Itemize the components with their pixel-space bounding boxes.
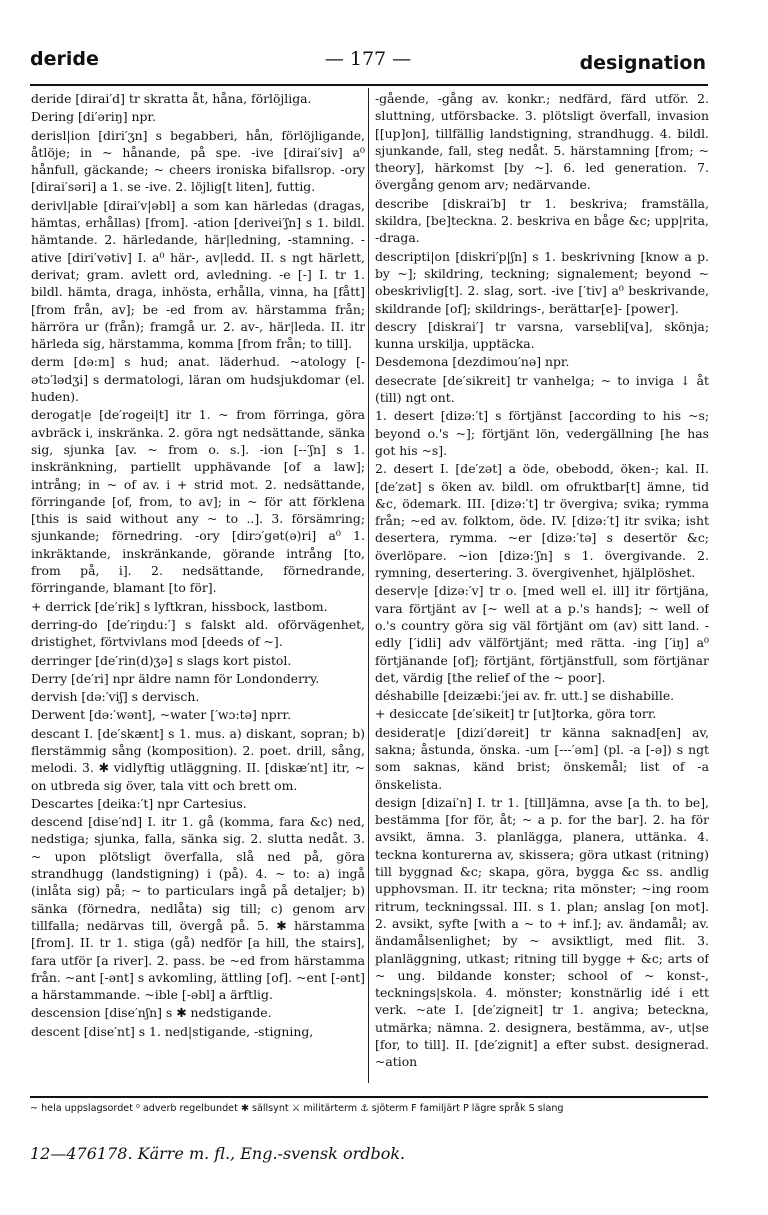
- dictionary-entry: desecrate [de′sikreit] tr vanhelga; ~ to inviga ↓ åt (till) ngt ont.: [375, 372, 709, 406]
- dictionary-entry: déshabille [deizæbi:′jei av. fr. utt.] se dishabille.: [375, 688, 675, 704]
- dictionary-entry: describe [diskrai′b] tr 1. beskriva; framställa, skildra, [be]teckna. 2. beskriva en båge &c; upp|rita, -draga.: [375, 195, 709, 246]
- dictionary-entry: deserv|e [dizə:′v] tr o. [med well el. ill] itr förtjäna, vara förtjänt av [~ well at a p.'s hands]; ~ well of o.'s country göra sig väl förtjänt om (av) sitt land. -edly [′idli] adv välförtjänt; med rätta. -ing [′iŋ] a⁰ förtjänande [of]; förtjänt, förtjänstfull, som förtjänar det, värdig [the relief of the ~ poor].: [375, 583, 709, 685]
- dictionary-entry: + desiccate [de′sikeit] tr [ut]torka, göra torr.: [375, 706, 657, 722]
- dictionary-entry: derisl|ion [diri′ʒn] s begabberi, hån, förlöjligande, åtlöje; in ~ hånande, på spe. -ive [dirai′siv] a⁰ hånfull, gäckande; ~ cheers ironiska bifallsrop. -ory [dirai′səri] a 1. se -ive. 2. löjlig[t liten], futtig.: [31, 127, 365, 195]
- first-headword: deride: [30, 48, 99, 70]
- dictionary-entry: derm [də:m] s hud; anat. läderhud. ~atology [-ətɔ′lədʒi] s dermatologi, läran om hudsjukdomar (el. huden).: [31, 354, 365, 405]
- left-column: [31, 90, 365, 1080]
- dictionary-entry: Descartes [deika:′t] npr Cartesius.: [31, 795, 247, 811]
- dictionary-entry: descry [diskrai′] tr varsna, varsebli[va], skönja; kunna urskilja, upptäcka.: [375, 318, 709, 352]
- dictionary-entry: design [dizai′n] I. tr 1. [till]ämna, avse [a th. to be], bestämma [for för, åt; ~ a p. for the bar]. 2. ha för avsikt, ämna. 3. planlägga, planera, uttänka. 4. teckna konturerna av, skissera; göra utkast (ritning) till byggnad &c; skapa, göra, bygga &c ss. andlig upphovsman. II. itr teckna; rita mönster; ~ing room ritrum, teckningssal. III. s 1. plan; anslag [on mot]. 2. avsikt, syfte [with a ~ to + inf.]; av. ändamål; av. ändamålsenlighet; by ~ avsiktligt, med flit. 3. planläggning, utkast; ritning till bygge + &c; arts of ~ ung. bildande konster; school of ~ konst-, tecknings|skola. 4. mönster; konstnärlig idé i ett verk. ~ate I. [de′zigneit] tr 1. angiva; beteckna, utmärka; nämna. 2. designera, bestämma, av-, ut|se [for, to till]. II. [de′zignit] a efter subst. designerad. ~ation: [375, 794, 709, 1070]
- right-column: [375, 90, 709, 1080]
- dictionary-entry: descension [dise′nʃn] s ✱ nedstigande.: [31, 1005, 272, 1021]
- page-number: — 177 —: [324, 48, 412, 70]
- dictionary-entry: descend [dise′nd] I. itr 1. gå (komma, fara &c) ned, nedstiga; sjunka, falla, sänka sig. 2. slutta nedåt. 3. ~ upon plötsligt överfalla, slå ned på, göra strandhugg (landstigning) i (på). 4. ~ to: a) ingå (inlåta sig) på; ~ to particulars ingå på detaljer; b) sänka (förnedra, nedlåta) sig till; c) genom arv tillfalla; nedärvas till, övergå på. 5. ✱ härstamma [from]. II. tr 1. stiga (gå) nedför [a hill, the stairs], fara utför [a river]. 2. pass. be ~ed from härstamma från. ~ant [-ənt] s avkomling, ättling [of]. ~ent [-ənt] a härstammande. ~ible [-əbl] a ärftlig.: [31, 814, 365, 1003]
- footer-rule: [30, 1096, 708, 1098]
- printer-line: 12—476178. Kärre m. fl., Eng.-svensk ordbok.: [30, 1144, 406, 1163]
- dictionary-entry: derringer [de′rin(d)ʒə] s slags kort pistol.: [31, 652, 292, 668]
- dictionary-entry: 2. desert I. [de′zət] a öde, obebodd, öken-; kal. II. [de′zət] s öken av. bildl. om ofruktbar[t] ämne, tid &c, ödemark. III. [dizə:′t] tr övergiva; svika; rymma från; ~ed av. folktom, öde. IV. [dizə:′t] itr svika; isht desertera, rymma. ~er [dizə:′tə] s desertör &c; överlöpare. ~ion [dizə:′ʃn] s 1. övergivande. 2. rymning, desertering. 3. övergivenhet, hjälplöshet.: [375, 461, 709, 581]
- dictionary-entry: -gående, -gång av. konkr.; nedfärd, färd utför. 2. sluttning, utförsbacke. 3. plötsligt överfall, invasion [[up]on], tillfällig landstigning, strandhugg. 4. bildl. sjunkande, fall, steg nedåt. 5. härstamning [from; ~ theory], härkomst [by ~]. 6. led generation. 7. övergång genom arv; nedärvande.: [375, 91, 709, 193]
- dictionary-entry: desiderat|e [dizi′dəreit] tr känna saknad[en] av, sakna; åstunda, önska. -um [---′əm] (pl. -a [-ə]) s ngt som saknas, känd brist; önskemål; list of -a önskelista.: [375, 724, 709, 792]
- dictionary-entry: descent [dise′nt] s 1. ned|stigande, -stigning,: [31, 1023, 314, 1039]
- dictionary-entry: derring-do [de′riŋdu:′] s falskt ald. oförvägenhet, dristighet, förtvivlans mod [deeds of ~].: [31, 616, 365, 650]
- dictionary-entry: derogat|e [de′rogei|t] itr 1. ~ from förringa, göra avbräck i, inskränka. 2. göra ngt nedsättande, sänka sig, sjunka [av. ~ from o. s.]. -ion [--′ʃn] s 1. inskränkning, partiellt upphävande [of a law]; intrång; in ~ of av. i + strid mot. 2. nedsättande, förringande [of, from, to av]; in ~ för att förklena [this is said without any ~ to ..]. 3. försämring; sjunkande; förnedring. -ory [dirɔ′gət(ə)ri] a⁰ 1. inkräktande, inskränkande, görande intrång [to, from på, i]. 2. nedsättande, förnedrande, förringande, blamant [to för].: [31, 407, 365, 596]
- dictionary-entry: descripti|on [diskri′p|ʃn] s 1. beskrivning [know a p. by ~]; skildring, teckning; signalement; beyond ~ obeskrivlig[t]. 2. slag, sort. -ive [′tiv] a⁰ beskrivande, skildrande [of]; skildrings-, berättar[e]- [power].: [375, 248, 709, 316]
- column-divider: [368, 88, 369, 1083]
- dictionary-entry: derivl|able [dirai′v|əbl] a som kan härledas (dragas, hämtas, erhållas) [from]. -ation [derivei′ʃn] s 1. bildl. hämtande. 2. härledande, här|ledning, -stamning. -ative [diri′vətiv] I. a⁰ här-, av|ledd. II. s ngt härlett, derivat; gram. avlett ord, avledning. -e [-] I. tr 1. bildl. hämta, draga, inhösta, erhålla, vinna, ha [fått] [from från, av]; be -ed from av. härstamma från; härröra ur (från); framgå ur. 2. av-, här|leda. II. itr härleda sig, härstamma, komma [from från; to till].: [31, 197, 365, 352]
- header-rule: [30, 84, 708, 86]
- dictionary-entry: Derry [de′ri] npr äldre namn för Londonderry.: [31, 670, 320, 686]
- page-header: [30, 48, 706, 82]
- dictionary-entry: deride [dirai′d] tr skratta åt, håna, förlöjliga.: [31, 91, 312, 106]
- dictionary-entry: 1. desert [dizə:′t] s förtjänst [according to his ~s; beyond o.'s ~]; förtjänt lön, vedergällning [he has got his ~s].: [375, 408, 709, 458]
- dictionary-entry: Dering [di′əriŋ] npr.: [31, 109, 156, 125]
- abbreviation-legend: ~ hela uppslagsordet ⁰ adverb regelbundet ✱ sällsynt ⚔ militärterm ⚓ sjöterm F familjärt P lägre språk S slang: [30, 1103, 564, 1114]
- dictionary-entry: dervish [də:′viʃ] s dervisch.: [31, 689, 200, 705]
- dictionary-entry: descant I. [de′skænt] s 1. mus. a) diskant, sopran; b) flerstämmig sång (komposition). 2. poet. drill, sång, melodi. 3. ✱ vidlyftig utläggning. II. [diskæ′nt] itr, ~ on utbreda sig över, tala vitt och brett om.: [31, 725, 365, 793]
- last-headword: designation: [579, 52, 706, 74]
- dictionary-entry: Desdemona [dezdimou′nə] npr.: [375, 354, 570, 370]
- dictionary-entry: Derwent [də:′wənt], ~water [′wɔ:tə] nprr.: [31, 707, 292, 723]
- dictionary-entry: + derrick [de′rik] s lyftkran, hissbock, lastbom.: [31, 598, 328, 614]
